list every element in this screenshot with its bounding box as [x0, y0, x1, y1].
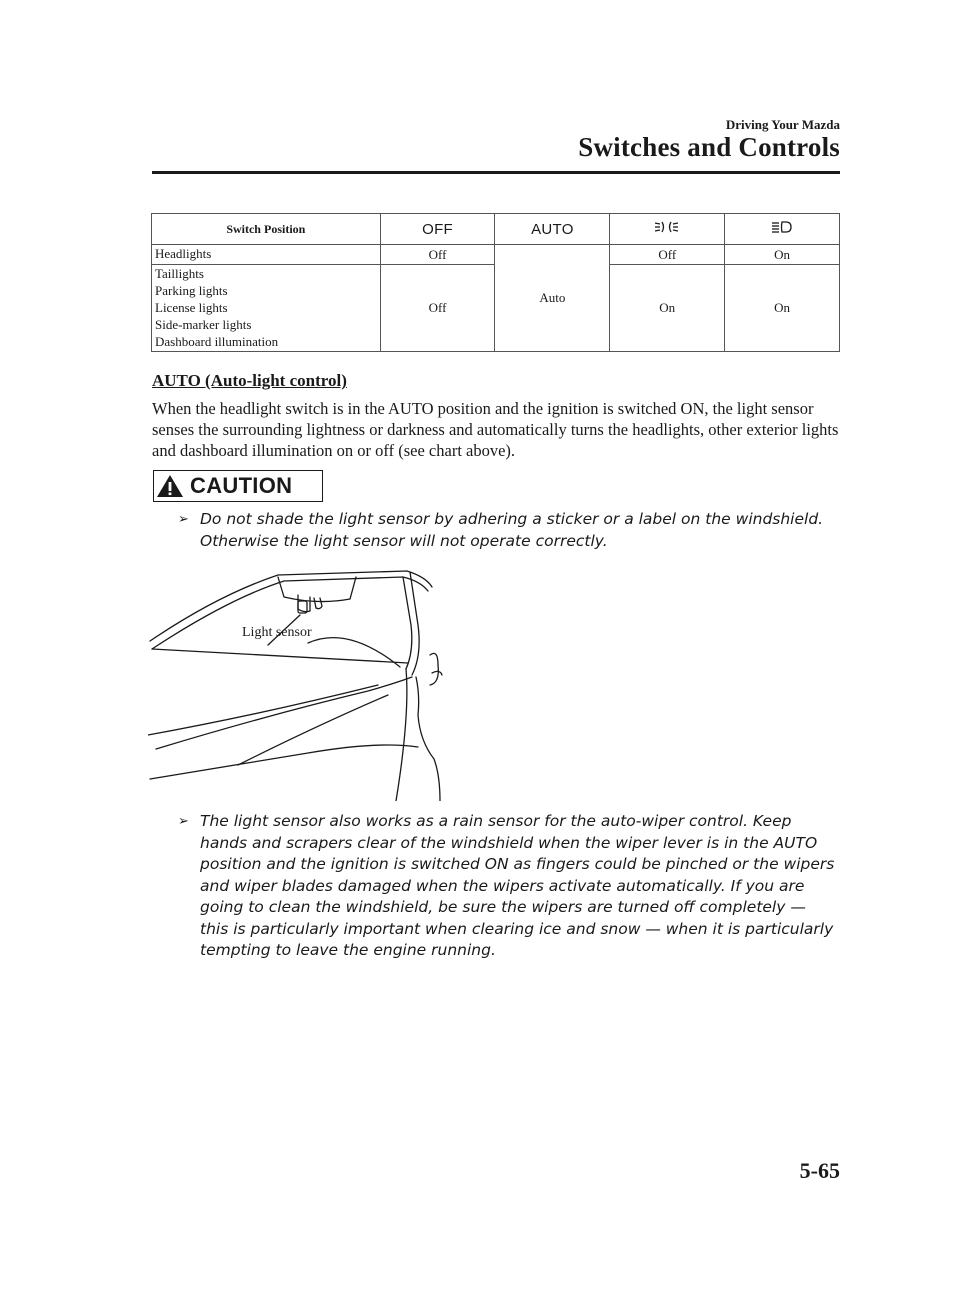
- headlights-icon: [771, 220, 793, 234]
- cell-headlights-parking: Off: [610, 245, 725, 265]
- column-parking-lights: [610, 214, 725, 245]
- page-title: Switches and Controls: [578, 132, 840, 162]
- page-number: 5-65: [799, 1158, 840, 1183]
- caution-bullet-text: The light sensor also works as a rain sensor for the auto-wiper control. Keep hands and scrapers clear of the windshield when the wiper lever is in the AUTO position and the ignition is switched ON as fingers could be pinched or the wipers and wiper blades damaged when the wipers activate automatically. If you are going to clean the windshield, be sure the wipers are turned off completely — this is particularly important when clearing ice and snow — when it is particularly tempting to leave the engine running.: [200, 812, 835, 959]
- column-auto: [495, 214, 610, 245]
- row-label-line: Taillights: [155, 266, 204, 281]
- warning-triangle-icon: [156, 474, 184, 498]
- cell-headlights-off: Off: [380, 245, 495, 265]
- cell-lights-parking: On: [610, 265, 725, 352]
- row-label-headlights: Headlights: [152, 245, 381, 265]
- table-header-row: [152, 214, 840, 245]
- auto-section-heading: AUTO (Auto-light control): [152, 371, 347, 390]
- parking-lights-icon: [654, 220, 680, 234]
- caution-label: CAUTION: [190, 473, 293, 498]
- column-headlights: [725, 214, 840, 245]
- cell-lights-headlights: On: [725, 265, 840, 352]
- table-row: [152, 245, 840, 265]
- switch-position-header: Switch Position: [152, 214, 381, 245]
- cell-auto: Auto: [495, 245, 610, 352]
- bullet-arrow-icon: ➢: [178, 814, 189, 829]
- cell-headlights-headlights: On: [725, 245, 840, 265]
- auto-label: AUTO: [531, 220, 574, 238]
- caution-bullet: [178, 509, 838, 552]
- caution-bullet-text: Do not shade the light sensor by adhering a sticker or a label on the windshield. Otherwise the light sensor will not operate correctly.: [200, 510, 824, 550]
- row-label-line: License lights: [155, 300, 228, 315]
- column-off: [380, 214, 495, 245]
- caution-banner: [153, 470, 323, 502]
- light-sensor-callout: Light sensor: [242, 625, 312, 640]
- auto-section-paragraph: When the headlight switch is in the AUTO position and the ignition is switched ON, the light sensor senses the surrounding lightness or darkness and automatically turns the headlights, other exterior lights and dashboard illumination on or off (see chart above).: [152, 399, 839, 460]
- row-label-line: Side-marker lights: [155, 317, 252, 332]
- bullet-arrow-icon: ➢: [178, 512, 189, 527]
- cell-lights-off: Off: [380, 265, 495, 352]
- row-label-line: Dashboard illumination: [155, 334, 279, 349]
- row-label-lights: [152, 265, 381, 352]
- section-title: Driving Your Mazda: [725, 117, 840, 132]
- row-label-line: Parking lights: [155, 283, 228, 298]
- caution-bullet: [178, 811, 838, 962]
- switch-position-table: [151, 213, 840, 352]
- header-rule: [152, 171, 840, 174]
- windshield-illustration: [148, 565, 450, 801]
- off-label: OFF: [422, 220, 454, 238]
